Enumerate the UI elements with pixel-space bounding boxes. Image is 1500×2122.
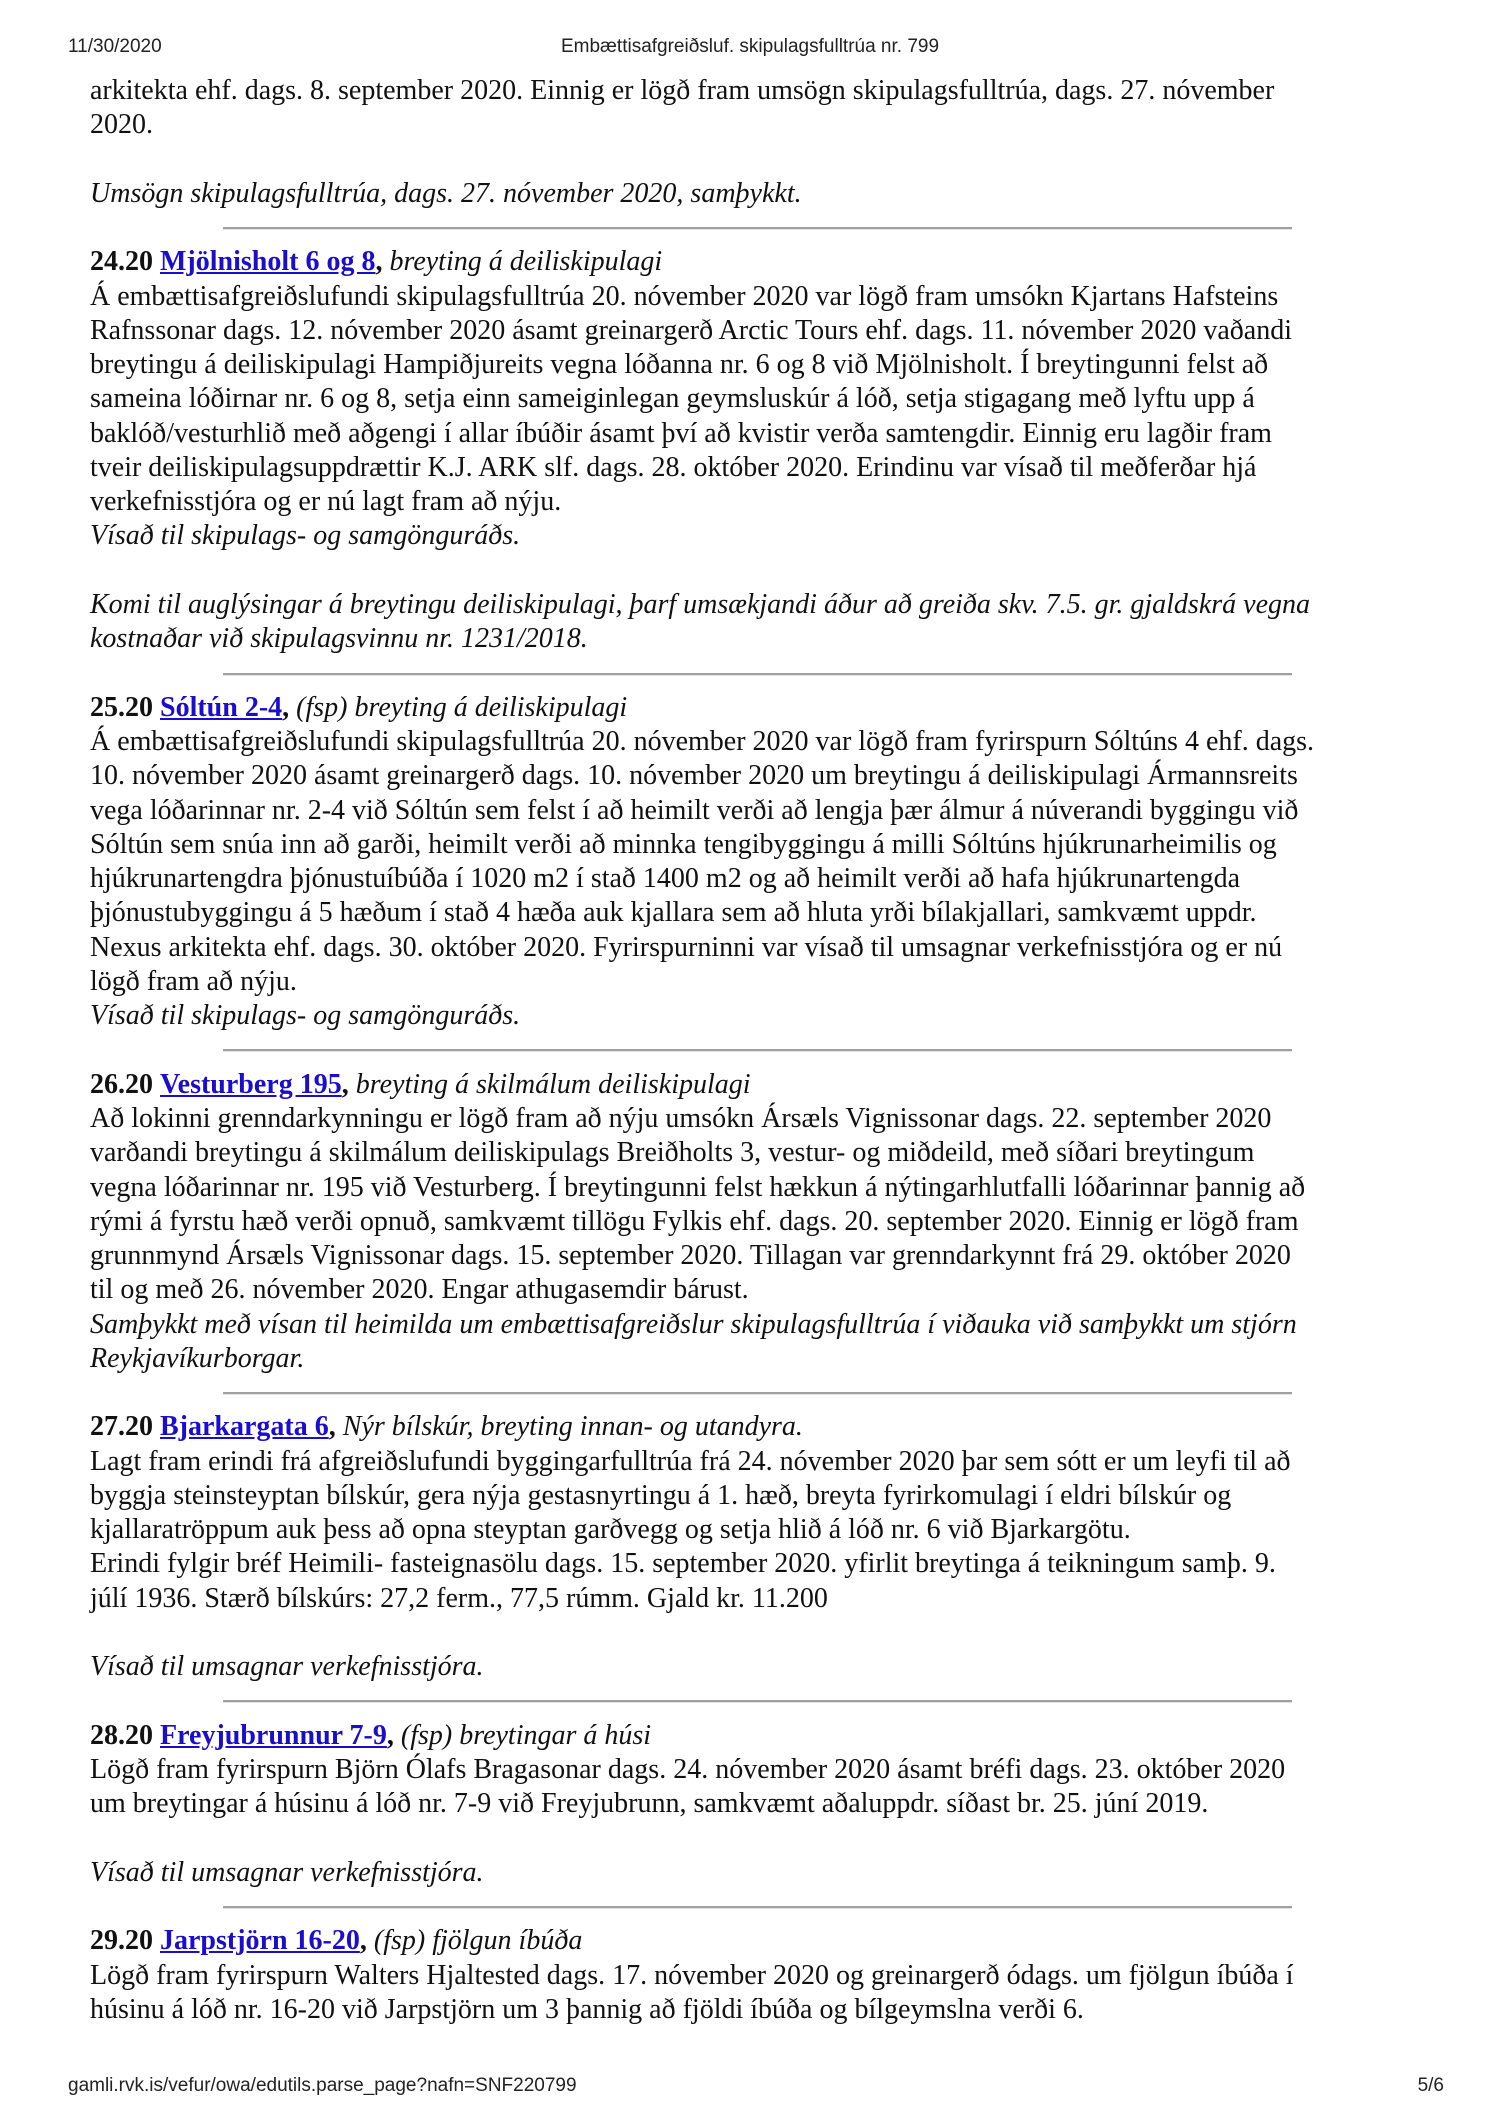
heading-separator: ,	[375, 246, 383, 278]
body-text-line: júlí 1936. Stærð bílskúrs: 27,2 ferm., 77,5 rúmm. Gjald kr. 11.200	[90, 1582, 828, 1614]
body-text-line: arkitekta ehf. dags. 8. september 2020. Einnig er lögð fram umsögn skipulagsfulltrúa, dags. 27. nóvember	[90, 75, 1275, 106]
print-date: 11/30/2020	[68, 36, 162, 57]
item-heading	[90, 1719, 1314, 1753]
body-text-line: Nexus arkitekta ehf. dags. 30. október 2020. Fyrirspurninni var vísað til umsagnar verkefnisstjóra og er nú	[90, 931, 1283, 963]
item-number: 28.20	[90, 1719, 153, 1751]
item-subtitle: (fsp) breytingar á húsi	[400, 1719, 652, 1751]
body-text-line: húsinu á lóð nr. 16-20 við Jarpstjörn um 3 þannig að fjöldi íbúða og bílgeymslna verði 6.	[90, 1993, 1084, 2025]
body-text-line: lögð fram að nýju.	[90, 965, 297, 997]
body-text-line: Lögð fram fyrirspurn Walters Hjaltested dags. 17. nóvember 2020 og greinargerð ódags. um fjölgun íbúða í	[90, 1959, 1294, 1991]
item-subtitle: (fsp) fjölgun íbúða	[373, 1925, 583, 1957]
blank-line	[90, 143, 1314, 177]
decision-text-line: Vísað til umsagnar verkefnisstjóra.	[90, 1856, 484, 1888]
item-heading	[90, 691, 1314, 725]
body-text-line: Á embættisafgreiðslufundi skipulagsfulltrúa 20. nóvember 2020 var lögð fram umsókn Kjartans Hafsteins	[90, 280, 1279, 312]
item-address-link[interactable]: Jarpstjörn 16-20	[160, 1925, 360, 1957]
body-text-line: um breytingar á húsinu á lóð nr. 7-9 við Freyjubrunn, samkvæmt aðaluppdr. síðast br. 25. júní 2019.	[90, 1788, 1209, 1820]
decision-text-line: Samþykkt með vísan til heimilda um embættisafgreiðslur skipulagsfulltrúa í viðauka við samþykkt um stjórn	[90, 1308, 1297, 1340]
decision-text-line: Umsögn skipulagsfulltrúa, dags. 27. nóvember 2020, samþykkt.	[90, 177, 802, 209]
section-divider	[90, 657, 1314, 691]
item-subtitle: Nýr bílskúr, breyting innan- og utandyra.	[342, 1411, 803, 1443]
blank-line	[90, 554, 1314, 588]
body-text-line: Sóltún sem snúa inn að garði, heimilt verði að minnka tengibyggingu á milli Sóltúns hjúkrunarheimilis og	[90, 828, 1277, 860]
heading-separator: ,	[328, 1411, 336, 1443]
item-heading	[90, 1924, 1314, 1958]
heading-separator: ,	[341, 1068, 349, 1100]
decision-text-line: kostnaðar við skipulagsvinnu nr. 1231/2018.	[90, 623, 588, 655]
item-address-link[interactable]: Vesturberg 195	[160, 1068, 342, 1100]
decision-text-line: Vísað til skipulags- og samgönguráðs.	[90, 520, 521, 552]
body-text-line: grunnmynd Ársæls Vignissonar dags. 15. september 2020. Tillagan var grenndarkynnt frá 29. október 2020	[90, 1240, 1291, 1272]
item-number: 24.20	[90, 246, 153, 278]
item-address-link[interactable]: Mjölnisholt 6 og 8	[160, 246, 376, 278]
decision-text-line: Vísað til skipulags- og samgönguráðs.	[90, 1000, 521, 1032]
page-number: 5/6	[1417, 2075, 1444, 2096]
section-divider	[90, 1033, 1314, 1067]
body-text-line: rými á fyrstu hæð verði opnuð, samkvæmt tillögu Fylkis ehf. dags. 20. september 2020. Einnig er lögð fram	[90, 1205, 1299, 1237]
print-title: Embættisafgreiðsluf. skipulagsfulltrúa nr. 799	[560, 36, 940, 57]
item-address-link[interactable]: Sóltún 2-4	[160, 691, 283, 723]
item-heading	[90, 245, 1314, 279]
section-divider	[90, 211, 1314, 245]
heading-separator: ,	[282, 691, 290, 723]
body-text-line: Lagt fram erindi frá afgreiðslufundi byggingarfulltrúa frá 24. nóvember 2020 þar sem sótt er um leyfi til að	[90, 1445, 1291, 1477]
body-text-line: hjúkrunartengdra þjónustuíbúða í 1020 m2 í stað 1400 m2 og að heimilt verði að hafa hjúkrunartengda	[90, 863, 1241, 895]
body-text-line: 2020.	[90, 109, 153, 141]
section-divider	[90, 1376, 1314, 1410]
blank-line	[90, 1822, 1314, 1856]
body-text-line: verkefnisstjóra og er nú lagt fram að nýju.	[90, 486, 562, 518]
body-text-line: baklóð/vesturhlið með aðgengi í allar íbúðir ásamt því að kvistir verða samtengdir. Einnig eru lagðir fram	[90, 417, 1272, 449]
item-number: 29.20	[90, 1925, 153, 1957]
item-subtitle: (fsp) breyting á deiliskipulagi	[296, 691, 628, 723]
decision-text-line: Reykjavíkurborgar.	[90, 1342, 305, 1374]
item-number: 26.20	[90, 1068, 153, 1100]
body-text-line: Rafnssonar dags. 12. nóvember 2020 ásamt greinargerð Arctic Tours ehf. dags. 11. nóvember 2020 vaðandi	[90, 314, 1293, 346]
section-divider	[90, 1684, 1314, 1718]
body-text-line: Lögð fram fyrirspurn Björn Ólafs Bragasonar dags. 24. nóvember 2020 ásamt bréfi dags. 23. október 2020	[90, 1754, 1286, 1786]
body-text-line: 10. nóvember 2020 ásamt greinargerð dags. 10. nóvember 2020 um breytingu á deiliskipulagi Ármannsreits	[90, 760, 1298, 792]
body-text-line: Á embættisafgreiðslufundi skipulagsfulltrúa 20. nóvember 2020 var lögð fram fyrirspurn Sóltúns 4 ehf. dags.	[90, 726, 1315, 758]
body-text-line: breytingu á deiliskipulagi Hampiðjureits vegna lóðanna nr. 6 og 8 við Mjölnisholt. Í breytingunni felst að	[90, 349, 1269, 381]
body-text-line: varðandi breytingu á skilmálum deiliskipulags Breiðholts 3, vestur- og miðdeild, með síðari breytingum	[90, 1137, 1255, 1169]
heading-separator: ,	[359, 1925, 367, 1957]
decision-text-line: Komi til auglýsingar á breytingu deiliskipulagi, þarf umsækjandi áður að greiða skv. 7.5. gr. gjaldskrá vegna	[90, 588, 1311, 620]
decision-text-line: Vísað til umsagnar verkefnisstjóra.	[90, 1651, 484, 1683]
body-text-line: sameina lóðirnar nr. 6 og 8, setja einn sameiginlegan geymsluskúr á lóð, setja stigagang með lyftu upp á	[90, 383, 1255, 415]
heading-separator: ,	[386, 1719, 394, 1751]
body-text-line: tveir deiliskipulagsuppdrættir K.J. ARK slf. dags. 28. október 2020. Erindinu var vísað til meðferðar hjá	[90, 451, 1257, 483]
body-text-line: þjónustubyggingu á 5 hæðum í stað 4 hæða auk kjallara sem að hluta yrði bílakjallari, samkvæmt uppdr.	[90, 897, 1257, 929]
body-text-line: Að lokinni grenndarkynningu er lögð fram að nýju umsókn Ársæls Vignissonar dags. 22. september 2020	[90, 1102, 1272, 1134]
item-heading	[90, 1068, 1314, 1102]
blank-line	[90, 1616, 1314, 1650]
print-url: gamli.rvk.is/vefur/owa/edutils.parse_page?nafn=SNF220799	[68, 2075, 577, 2096]
section-divider	[90, 1890, 1314, 1924]
document-content	[90, 74, 1314, 2027]
item-heading	[90, 1410, 1314, 1444]
body-text-line: vegna lóðarinnar nr. 195 við Vesturberg. Í breytingunni felst hækkun á nýtingarhlutfalli lóðarinnar þannig að	[90, 1171, 1306, 1203]
item-number: 27.20	[90, 1411, 153, 1443]
item-subtitle: breyting á deiliskipulagi	[389, 246, 663, 278]
item-address-link[interactable]: Bjarkargata 6	[160, 1411, 329, 1443]
body-text-line: vega lóðarinnar nr. 2-4 við Sóltún sem felst í að heimilt verði að lengja þær álmur á núverandi byggingu við	[90, 794, 1299, 826]
item-subtitle: breyting á skilmálum deiliskipulagi	[355, 1068, 751, 1100]
body-text-line: kjallaratröppum auk þess að opna steyptan garðvegg og setja hlið á lóð nr. 6 við Bjarkargötu.	[90, 1514, 1131, 1546]
item-address-link[interactable]: Freyjubrunnur 7-9	[160, 1719, 387, 1751]
body-text-line: Erindi fylgir bréf Heimili- fasteignasölu dags. 15. september 2020. yfirlit breytinga á teikningum samþ. 9.	[90, 1548, 1276, 1580]
body-text-line: byggja steinsteyptan bílskúr, gera nýja gestasnyrtingu á 1. hæð, breyta fyrirkomulagi í eldri bílskúr og	[90, 1479, 1232, 1511]
item-number: 25.20	[90, 691, 153, 723]
body-text-line: til og með 26. nóvember 2020. Engar athugasemdir bárust.	[90, 1274, 749, 1306]
